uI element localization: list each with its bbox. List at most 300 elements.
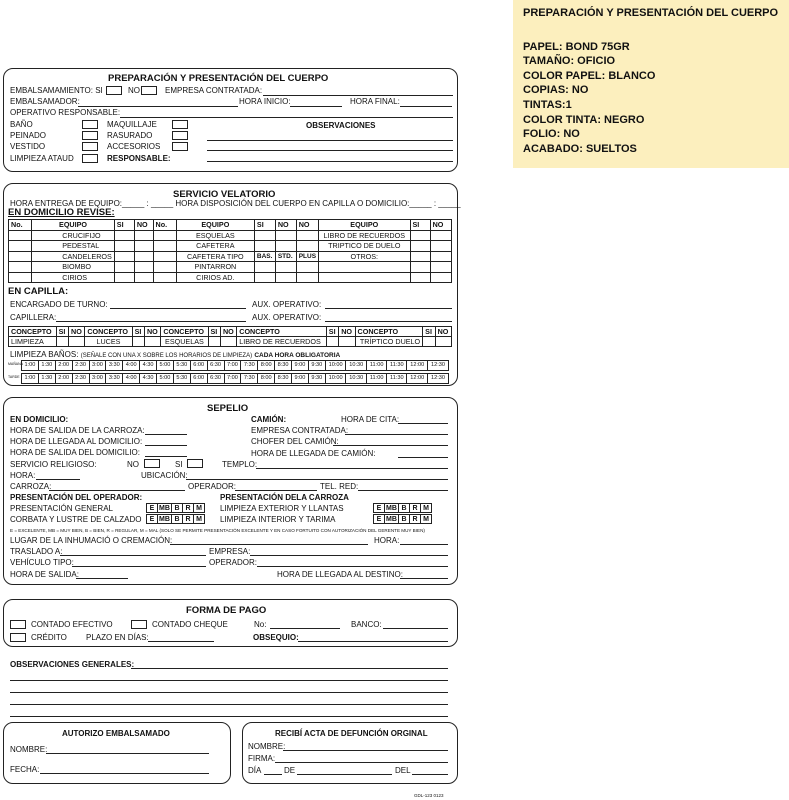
hour-cell[interactable]: 9:00 <box>292 374 309 384</box>
rating-corbata[interactable]: E MB B R M <box>147 514 205 524</box>
limpieza-banos-title: LIMPIEZA BAÑOS: <box>10 350 79 359</box>
observaciones-line[interactable] <box>10 680 448 681</box>
check-cell[interactable] <box>134 241 153 252</box>
hour-cell[interactable]: 12:30 <box>428 374 449 384</box>
observaciones-line[interactable] <box>207 140 453 141</box>
embalsamamiento-si-checkbox[interactable] <box>106 86 122 95</box>
hour-cell[interactable]: 9:00 <box>292 361 309 371</box>
recibi-anio-field[interactable] <box>412 774 448 775</box>
ubicacion-label: UBICACIÓN: <box>141 471 188 480</box>
hour-cell[interactable]: 10:00 <box>325 361 346 371</box>
equipo-cell: ESQUELAS <box>176 230 254 241</box>
no-field[interactable] <box>270 628 340 629</box>
hour-cell[interactable]: 5:00 <box>157 374 174 384</box>
capillera-field[interactable] <box>56 321 246 322</box>
recibi-title: RECIBÍ ACTA DE DEFUNCIÓN ORGINAL <box>275 729 428 738</box>
observaciones-line[interactable] <box>207 150 453 151</box>
operativo-field[interactable] <box>120 117 453 118</box>
autorizo-nombre-field[interactable] <box>46 753 209 754</box>
limpieza-ataud-checkbox[interactable] <box>82 154 98 163</box>
check-cell[interactable] <box>339 337 355 347</box>
check-cell[interactable] <box>114 272 134 283</box>
autorizo-fecha-field[interactable] <box>40 773 209 774</box>
responsable-label: RESPONSABLE: <box>107 154 171 163</box>
lugar-field[interactable] <box>170 544 368 545</box>
chofer-field[interactable] <box>333 445 448 446</box>
embalsamamiento-no-label: NO <box>128 86 140 95</box>
concepto-cell: TRÍPTICO DUELO <box>355 337 423 347</box>
hour-cell[interactable]: 3:00 <box>89 361 106 371</box>
hour-cell[interactable]: 2:00 <box>55 361 72 371</box>
check-cell[interactable] <box>410 251 430 262</box>
empresa-traslado-label: EMPRESA: <box>209 547 251 556</box>
hour-cell[interactable]: 6:00 <box>190 374 207 384</box>
check-cell[interactable] <box>114 241 134 252</box>
th-no: NO <box>220 327 236 337</box>
presentacion-general-label: PRESENTACIÓN GENERAL <box>10 504 113 513</box>
obsequio-field[interactable] <box>298 641 448 642</box>
recibi-nombre-label: NOMBRE: <box>248 742 286 751</box>
embalsamador-label: EMBALSAMADOR: <box>10 97 80 106</box>
pago-title: FORMA DE PAGO <box>186 605 267 616</box>
check-cell[interactable] <box>430 230 451 241</box>
tipo-plus[interactable]: PLUS <box>296 251 318 262</box>
recibi-del-label: DEL <box>395 766 411 775</box>
hour-cell[interactable]: 2:30 <box>72 374 89 384</box>
embalsamamiento-label: EMBALSAMAMIENTO: SI <box>10 86 103 95</box>
religioso-no-label: NO <box>127 460 139 469</box>
table-row <box>9 272 452 283</box>
observaciones-line[interactable] <box>131 668 448 669</box>
observaciones-line[interactable] <box>10 704 448 705</box>
spec-panel <box>513 0 789 168</box>
table-row <box>9 251 452 262</box>
check-cell[interactable] <box>275 241 296 252</box>
recibi-firma-label: FIRMA: <box>248 754 276 763</box>
hora-salida-label: HORA DE SALIDA: <box>10 570 79 579</box>
th-no: No. <box>153 220 176 231</box>
hora-field[interactable] <box>36 479 80 480</box>
th-no: NO <box>275 220 296 231</box>
th-no: No. <box>9 220 32 231</box>
check-cell[interactable] <box>435 337 451 347</box>
check-cell[interactable] <box>114 251 134 262</box>
check-cell[interactable] <box>296 262 318 273</box>
equipo-cell: CIRIOS AD. <box>176 272 254 283</box>
rating-interior[interactable]: E MB B R M <box>374 514 432 524</box>
equipo-cell: CRUCIFIJO <box>32 230 115 241</box>
recibi-de-label: DE <box>284 766 296 775</box>
equipo-cell: PINTARRON <box>176 262 254 273</box>
rating-note: E = EXCELENTE, MB = MUY BIEN, B = BIEN, R = REGULAR, M = MAL (SOLO SE PERMITE PRESENTACIÓN EXCELENTE Y EN CASO FORTUITO CON AUTORIZACIÓN DEL GERENTE MUY BIEN) <box>10 528 425 533</box>
limpieza-exterior-label: LIMPIEZA EXTERIOR Y LLANTAS <box>220 504 344 513</box>
carroza-field[interactable] <box>49 490 185 491</box>
corbata-label: CORBATA Y LUSTRE DE CALZADO <box>10 515 142 524</box>
empresa-contratada-label: EMPRESA CONTRATADA: <box>165 86 263 95</box>
templo-field[interactable] <box>256 468 448 469</box>
cada-hora-label: CADA HORA OBLIGATORIA <box>254 352 341 359</box>
religioso-no-checkbox[interactable] <box>144 459 160 468</box>
hora-cita-label: HORA DE CITA: <box>341 415 400 424</box>
hours-table-manana <box>21 360 449 371</box>
th-concepto: CONCEPTO <box>85 327 132 337</box>
operador-label: OPERADOR: <box>188 482 237 491</box>
rasurado-label: RASURADO <box>107 131 153 140</box>
hour-cell[interactable]: 7:00 <box>224 374 241 384</box>
hour-cell[interactable]: 6:30 <box>207 374 224 384</box>
check-cell[interactable] <box>275 262 296 273</box>
llegada-destino-field[interactable] <box>400 578 448 579</box>
rating-exterior[interactable]: E MB B R M <box>374 503 432 513</box>
check-cell[interactable] <box>254 262 275 273</box>
spec-line: ACABADO: SUELTOS <box>523 142 637 155</box>
hour-cell[interactable]: 3:30 <box>106 374 123 384</box>
check-cell[interactable] <box>410 241 430 252</box>
th-equipo: EQUIPO <box>176 220 254 231</box>
equipo-cell: CIRIOS <box>32 272 115 283</box>
th-si: SI <box>208 327 220 337</box>
equipment-table <box>8 219 452 283</box>
check-cell[interactable] <box>220 337 236 347</box>
hour-cell[interactable]: 8:00 <box>258 374 275 384</box>
hora-inicio-label: HORA INICIO: <box>239 97 291 106</box>
check-cell[interactable] <box>296 241 318 252</box>
limpieza-interior-label: LIMPIEZA INTERIOR Y TARIMA <box>220 515 336 524</box>
equipo-cell: CANDELEROS <box>32 251 115 262</box>
hour-cell[interactable]: 10:30 <box>346 361 367 371</box>
th-no: NO <box>69 327 85 337</box>
hora-inhumacion-label: HORA: <box>374 536 400 545</box>
th-no: NO <box>430 220 451 231</box>
aux-operativo-label: AUX. OPERATIVO: <box>252 313 322 322</box>
recibi-nombre-field[interactable] <box>283 750 448 751</box>
hour-cell[interactable]: 9:30 <box>308 374 325 384</box>
hour-cell[interactable]: 11:00 <box>367 374 387 384</box>
bano-label: BAÑO <box>10 120 33 129</box>
contado-efectivo-checkbox[interactable] <box>10 620 26 629</box>
tipo-bas[interactable]: BAS. <box>254 251 275 262</box>
hour-cell[interactable]: 2:30 <box>72 361 89 371</box>
aux-operativo-field[interactable] <box>325 308 452 309</box>
limpieza-ataud-label: LIMPIEZA ATAUD <box>10 154 74 163</box>
th-si: SI <box>56 327 68 337</box>
check-cell[interactable] <box>114 262 134 273</box>
encargado-label: ENCARGADO DE TURNO: <box>10 300 108 309</box>
llegada-domicilio-label: HORA DE LLEGADA AL DOMICILIO: <box>10 437 143 446</box>
hour-cell[interactable]: 2:00 <box>55 374 72 384</box>
carroza-label: CARROZA: <box>10 482 52 491</box>
observaciones-label: OBSERVACIONES <box>306 121 376 130</box>
banco-field[interactable] <box>383 628 448 629</box>
hour-cell[interactable]: 11:30 <box>387 374 407 384</box>
otros-cell[interactable] <box>319 262 410 273</box>
hour-cell[interactable]: 5:30 <box>173 374 190 384</box>
hour-cell[interactable]: 7:30 <box>241 361 258 371</box>
check-cell[interactable] <box>296 272 318 283</box>
hour-cell[interactable]: 9:30 <box>308 361 325 371</box>
traslado-label: TRASLADO A: <box>10 547 63 556</box>
hour-cell[interactable]: 1:00 <box>22 374 39 384</box>
hour-cell[interactable]: 11:30 <box>387 361 407 371</box>
equipo-cell: LIBRO DE RECUERDOS <box>319 230 410 241</box>
check-cell[interactable] <box>114 230 134 241</box>
equipo-cell: CAFETERA TIPO <box>176 251 254 262</box>
llegada-destino-label: HORA DE LLEGADA AL DESTINO: <box>277 570 403 579</box>
tarde-label: TARDE <box>8 375 20 379</box>
autorizo-nombre-label: NOMBRE: <box>10 745 48 754</box>
hour-cell[interactable]: 8:00 <box>258 361 275 371</box>
operador-field[interactable] <box>235 490 317 491</box>
sepelio-title: SEPELIO <box>207 403 249 414</box>
hora-entrega-label: HORA ENTREGA DE EQUIPO:_____ : _____ HORA DISPOSICIÓN DEL CUERPO EN CAPILLA O DOMICILIO:_____ : _____ <box>10 199 461 208</box>
check-cell[interactable] <box>254 241 275 252</box>
check-cell[interactable] <box>254 230 275 241</box>
check-cell[interactable] <box>275 272 296 283</box>
vestido-checkbox[interactable] <box>82 142 98 151</box>
check-cell[interactable] <box>134 251 153 262</box>
check-cell[interactable] <box>326 337 338 347</box>
tel-red-field[interactable] <box>358 490 448 491</box>
embalsamador-field[interactable] <box>78 106 238 107</box>
hour-cell[interactable]: 1:30 <box>38 374 55 384</box>
check-cell[interactable] <box>430 241 451 252</box>
templo-label: TEMPLO: <box>222 460 258 469</box>
credito-checkbox[interactable] <box>10 633 26 642</box>
camion-label: CAMIÓN: <box>251 415 287 424</box>
hour-cell[interactable]: 5:30 <box>173 361 190 371</box>
check-cell[interactable] <box>430 272 451 283</box>
accesorios-checkbox[interactable] <box>172 142 188 151</box>
table-row <box>9 230 452 241</box>
check-cell[interactable] <box>423 337 435 347</box>
hour-cell[interactable]: 4:30 <box>140 374 157 384</box>
hour-cell[interactable]: 7:30 <box>241 374 258 384</box>
spec-line: FOLIO: NO <box>523 128 580 141</box>
presentacion-carroza-label: PRESENTACIÓN DELA CARROZA <box>220 493 349 502</box>
hour-cell[interactable]: 6:30 <box>207 361 224 371</box>
th-no: NO <box>435 327 451 337</box>
hour-cell[interactable]: 3:30 <box>106 361 123 371</box>
hour-cell[interactable]: 8:30 <box>275 361 292 371</box>
llegada-camion-field[interactable] <box>398 457 448 458</box>
capillera-label: CAPILLERA: <box>10 313 57 322</box>
tel-red-label: TEL. RED: <box>320 482 359 491</box>
plazo-label: PLAZO EN DÍAS: <box>86 633 149 642</box>
hour-cell[interactable]: 12:00 <box>407 361 428 371</box>
maquillaje-checkbox[interactable] <box>172 120 188 129</box>
check-cell[interactable] <box>430 262 451 273</box>
hora-inicio-field[interactable] <box>290 106 342 107</box>
equipo-cell: PEDESTAL <box>32 241 115 252</box>
check-cell[interactable] <box>132 337 144 347</box>
plazo-field[interactable] <box>148 641 214 642</box>
hour-cell[interactable]: 10:30 <box>346 374 367 384</box>
table-row <box>9 337 452 347</box>
hour-cell[interactable]: 7:00 <box>224 361 241 371</box>
empresa-contratada-label: EMPRESA CONTRATADA: <box>251 426 349 435</box>
hour-cell[interactable]: 4:30 <box>140 361 157 371</box>
no-label: No: <box>254 620 267 629</box>
th-equipo: EQUIPO <box>32 220 115 231</box>
peinado-checkbox[interactable] <box>82 131 98 140</box>
hour-cell[interactable]: 4:00 <box>123 361 140 371</box>
empresa-traslado-field[interactable] <box>250 555 448 556</box>
hour-cell[interactable]: 3:00 <box>89 374 106 384</box>
hour-cell[interactable]: 5:00 <box>157 361 174 371</box>
empresa-contratada-field[interactable] <box>345 434 448 435</box>
operativo-label: OPERATIVO RESPONSABLE: <box>10 108 121 117</box>
hora-final-field[interactable] <box>400 106 452 107</box>
hours-table-tarde <box>21 373 449 384</box>
spec-line: TAMAÑO: OFICIO <box>523 55 616 68</box>
peinado-label: PEINADO <box>10 131 47 140</box>
chofer-label: CHOFER DEL CAMIÓN: <box>251 437 339 446</box>
spec-line: COPIAS: NO <box>523 84 589 97</box>
salida-carroza-field[interactable] <box>145 434 187 435</box>
th-no: NO <box>134 220 153 231</box>
hora-inhumacion-field[interactable] <box>400 544 448 545</box>
rating-general[interactable]: E MB B R M <box>147 503 205 513</box>
concepto-cell: LIBRO DE RECUERDOS <box>237 337 327 347</box>
check-cell[interactable] <box>134 230 153 241</box>
hora-cita-field[interactable] <box>398 423 448 424</box>
banco-label: BANCO: <box>351 620 382 629</box>
capilla-label: EN CAPILLA: <box>8 286 69 297</box>
spec-line: TINTAS:1 <box>523 98 572 111</box>
check-cell[interactable] <box>144 337 160 347</box>
recibi-firma-field[interactable] <box>275 762 448 763</box>
rasurado-checkbox[interactable] <box>172 131 188 140</box>
hora-final-label: HORA FINAL: <box>350 97 400 106</box>
th-concepto: CONCEPTO <box>9 327 57 337</box>
accesorios-label: ACCESORIOS <box>107 142 161 151</box>
th-si: SI <box>114 220 134 231</box>
salida-domicilio-label: HORA DE SALIDA DEL DOMICILIO: <box>10 448 140 457</box>
ubicacion-field[interactable] <box>186 479 448 480</box>
hour-cell[interactable]: 12:30 <box>428 361 449 371</box>
th-si: SI <box>254 220 275 231</box>
equipo-cell: TRIPTICO DE DUELO <box>319 241 410 252</box>
operador-traslado-field[interactable] <box>257 566 448 567</box>
check-cell[interactable] <box>69 337 85 347</box>
prep-title: PREPARACIÓN Y PRESENTACIÓN DEL CUERPO <box>108 73 329 84</box>
aux-operativo-field[interactable] <box>325 321 452 322</box>
hour-cell[interactable]: 10:00 <box>325 374 346 384</box>
servicio-religioso-label: SERVICIO RELIGIOSO: <box>10 460 97 469</box>
check-cell[interactable] <box>56 337 68 347</box>
check-cell[interactable] <box>208 337 220 347</box>
observaciones-line[interactable] <box>10 716 448 717</box>
traslado-field[interactable] <box>60 555 206 556</box>
th-si: SI <box>326 327 338 337</box>
spec-line: PAPEL: BOND 75GR <box>523 40 630 53</box>
vehiculo-field[interactable] <box>72 566 206 567</box>
check-cell[interactable] <box>410 272 430 283</box>
contado-efectivo-label: CONTADO EFECTIVO <box>31 620 113 629</box>
spec-line: COLOR PAPEL: BLANCO <box>523 69 656 82</box>
lugar-label: LUGAR DE LA INHUMACIÓ O CREMACIÓN: <box>10 536 173 545</box>
religioso-si-label: SI <box>175 460 183 469</box>
recibi-mes-field[interactable] <box>297 774 392 775</box>
check-cell[interactable] <box>254 272 275 283</box>
hour-cell[interactable]: 12:00 <box>407 374 428 384</box>
operador-traslado-label: OPERADOR: <box>209 558 258 567</box>
encargado-field[interactable] <box>110 308 246 309</box>
salida-carroza-label: HORA DE SALIDA DE LA CARROZA: <box>10 426 145 435</box>
observaciones-line[interactable] <box>207 161 453 162</box>
capilla-table <box>8 326 452 347</box>
th-no: NO <box>296 220 318 231</box>
check-cell[interactable] <box>134 262 153 273</box>
spec-title: PREPARACIÓN Y PRESENTACIÓN DEL CUERPO <box>523 7 779 19</box>
concepto-cell: LIMPIEZA <box>9 337 57 347</box>
hour-cell[interactable]: 6:00 <box>190 361 207 371</box>
observaciones-line[interactable] <box>10 692 448 693</box>
hour-cell[interactable]: 1:00 <box>22 361 39 371</box>
llegada-domicilio-field[interactable] <box>145 445 187 446</box>
th-si: SI <box>410 220 430 231</box>
check-cell[interactable] <box>275 230 296 241</box>
tipo-std[interactable]: STD. <box>275 251 296 262</box>
concepto-cell: ESQUELAS <box>161 337 208 347</box>
equipo-cell: CAFETERA <box>176 241 254 252</box>
hour-cell[interactable]: 1:30 <box>38 361 55 371</box>
hour-cell[interactable]: 8:30 <box>275 374 292 384</box>
th-no: NO <box>339 327 355 337</box>
credito-label: CRÉDITO <box>31 633 67 642</box>
hora-label: HORA: <box>10 471 36 480</box>
manana-label: MAÑANA <box>8 362 23 366</box>
check-cell[interactable] <box>430 251 451 262</box>
check-cell[interactable] <box>134 272 153 283</box>
hora-salida-field[interactable] <box>76 578 128 579</box>
religioso-si-checkbox[interactable] <box>187 459 203 468</box>
spec-line: COLOR TINTA: NEGRO <box>523 113 645 126</box>
en-domicilio-label: EN DOMICILIO: <box>10 415 69 424</box>
obsequio-label: OBSEQUIO: <box>253 633 299 642</box>
th-no: NO <box>144 327 160 337</box>
salida-domicilio-field[interactable] <box>145 456 187 457</box>
th-concepto: CONCEPTO <box>237 327 327 337</box>
aux-operativo-label: AUX. OPERATIVO: <box>252 300 322 309</box>
empresa-contratada-field[interactable] <box>263 95 453 96</box>
recibi-dia-label: DÍA <box>248 766 262 775</box>
presentacion-operador-label: PRESENTACIÓN DEL OPERADOR: <box>10 493 143 502</box>
domicilio-revise-label: EN DOMICILIO REVISE: <box>8 207 115 218</box>
th-si: SI <box>132 327 144 337</box>
vestido-label: VESTIDO <box>10 142 46 151</box>
check-cell[interactable] <box>410 262 430 273</box>
limpieza-note: (SEÑALE CON UNA X SOBRE LOS HORARIOS DE LIMPIEZA) <box>80 353 253 359</box>
otros-cell[interactable] <box>319 272 410 283</box>
embalsamamiento-no-checkbox[interactable] <box>141 86 157 95</box>
equipo-cell: OTROS: <box>319 251 410 262</box>
bano-checkbox[interactable] <box>82 120 98 129</box>
hour-cell[interactable]: 4:00 <box>123 374 140 384</box>
th-si: SI <box>423 327 435 337</box>
contado-cheque-checkbox[interactable] <box>131 620 147 629</box>
th-equipo: EQUIPO <box>319 220 410 231</box>
check-cell[interactable] <box>296 230 318 241</box>
llegada-camion-label: HORA DE LLEGADA DE CAMIÓN: <box>251 449 376 458</box>
contado-cheque-label: CONTADO CHEQUE <box>152 620 228 629</box>
form-code: GDL-123 0123 <box>414 793 444 798</box>
hour-cell[interactable]: 11:00 <box>367 361 387 371</box>
recibi-dia-field[interactable] <box>264 774 282 775</box>
check-cell[interactable] <box>410 230 430 241</box>
table-row <box>9 241 452 252</box>
autorizo-title: AUTORIZO EMBALSAMADO <box>62 729 170 738</box>
